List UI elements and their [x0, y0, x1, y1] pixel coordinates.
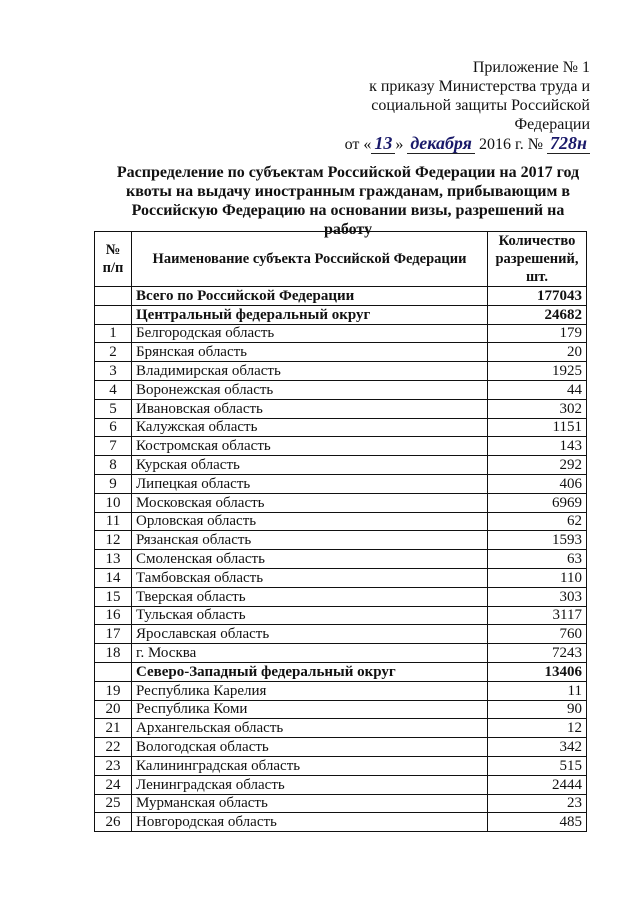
row-qty: 20 — [488, 343, 587, 362]
table-row — [95, 794, 587, 813]
row-num: 25 — [95, 794, 132, 813]
row-qty: 302 — [488, 399, 587, 418]
table-row — [95, 343, 587, 362]
row-qty: 110 — [488, 568, 587, 587]
table-row — [95, 587, 587, 606]
header-qty: Количество разрешений, шт. — [488, 232, 587, 287]
row-qty: 179 — [488, 324, 587, 343]
row-name: Мурманская область — [132, 794, 488, 813]
row-name: Всего по Российской Федерации — [132, 287, 488, 306]
table-row — [95, 813, 587, 832]
appendix-date-line — [300, 134, 590, 154]
row-num: 20 — [95, 700, 132, 719]
row-qty: 303 — [488, 587, 587, 606]
table-summary-row — [95, 662, 587, 681]
row-num: 9 — [95, 474, 132, 493]
row-qty: 11 — [488, 681, 587, 700]
row-qty: 6969 — [488, 493, 587, 512]
table-row — [95, 568, 587, 587]
date-day: 13 — [371, 133, 395, 154]
row-name: Калужская область — [132, 418, 488, 437]
table-row — [95, 738, 587, 757]
row-num: 23 — [95, 756, 132, 775]
row-name: Северо-Западный федеральный округ — [132, 662, 488, 681]
row-qty: 7243 — [488, 644, 587, 663]
title-line-3: Российскую Федерацию на основании визы, разрешений на работу — [131, 202, 565, 238]
row-num: 1 — [95, 324, 132, 343]
appendix-ministry: социальной защиты Российской Федерации — [371, 97, 590, 133]
appendix-order-ref: к приказу Министерства труда и — [369, 78, 590, 95]
table-row — [95, 550, 587, 569]
table-row — [95, 324, 587, 343]
row-num: 17 — [95, 625, 132, 644]
table-row — [95, 362, 587, 381]
row-qty: 63 — [488, 550, 587, 569]
row-name: г. Москва — [132, 644, 488, 663]
row-qty: 515 — [488, 756, 587, 775]
header-name: Наименование субъекта Российской Федерации — [132, 232, 488, 287]
row-name: Владимирская область — [132, 362, 488, 381]
date-prefix: от « — [344, 136, 372, 153]
row-num: 22 — [95, 738, 132, 757]
table-summary-row — [95, 287, 587, 306]
title-line-1: Распределение по субъектам Российской Федерации на 2017 год — [116, 164, 580, 181]
table-row — [95, 512, 587, 531]
row-qty: 62 — [488, 512, 587, 531]
row-num: 19 — [95, 681, 132, 700]
table-row — [95, 399, 587, 418]
table-row — [95, 756, 587, 775]
table-row — [95, 474, 587, 493]
row-name: Калининградская область — [132, 756, 488, 775]
row-num: 26 — [95, 813, 132, 832]
row-name: Тверская область — [132, 587, 488, 606]
row-qty: 12 — [488, 719, 587, 738]
row-num: 5 — [95, 399, 132, 418]
row-qty: 23 — [488, 794, 587, 813]
row-qty: 406 — [488, 474, 587, 493]
order-number: 728н — [547, 133, 590, 154]
row-num: 21 — [95, 719, 132, 738]
row-name: Ивановская область — [132, 399, 488, 418]
table-row — [95, 625, 587, 644]
row-num: 10 — [95, 493, 132, 512]
row-name: Центральный федеральный округ — [132, 305, 488, 324]
row-num: 12 — [95, 531, 132, 550]
row-num: 2 — [95, 343, 132, 362]
row-qty: 3117 — [488, 606, 587, 625]
table-row — [95, 644, 587, 663]
row-name: Орловская область — [132, 512, 488, 531]
row-num: 11 — [95, 512, 132, 531]
row-name: Смоленская область — [132, 550, 488, 569]
row-qty: 13406 — [488, 662, 587, 681]
table-row — [95, 418, 587, 437]
row-name: Московская область — [132, 493, 488, 512]
table-row — [95, 681, 587, 700]
table-row — [95, 437, 587, 456]
row-num — [95, 305, 132, 324]
row-name: Ярославская область — [132, 625, 488, 644]
table-row — [95, 700, 587, 719]
row-name: Ленинградская область — [132, 775, 488, 794]
row-qty: 760 — [488, 625, 587, 644]
row-qty: 1151 — [488, 418, 587, 437]
table-row — [95, 606, 587, 625]
table-row — [95, 456, 587, 475]
header-num: № п/п — [95, 232, 132, 287]
row-name: Белгородская область — [132, 324, 488, 343]
row-num: 24 — [95, 775, 132, 794]
row-num: 6 — [95, 418, 132, 437]
row-name: Липецкая область — [132, 474, 488, 493]
row-num: 18 — [95, 644, 132, 663]
row-name: Тамбовская область — [132, 568, 488, 587]
table-row — [95, 719, 587, 738]
row-name: Курская область — [132, 456, 488, 475]
row-qty: 485 — [488, 813, 587, 832]
table-row — [95, 531, 587, 550]
row-name: Республика Коми — [132, 700, 488, 719]
table-summary-row — [95, 305, 587, 324]
row-qty: 342 — [488, 738, 587, 757]
date-mid: » — [395, 136, 404, 153]
row-qty: 1593 — [488, 531, 587, 550]
row-num: 8 — [95, 456, 132, 475]
row-num: 7 — [95, 437, 132, 456]
row-name: Вологодская область — [132, 738, 488, 757]
row-qty: 24682 — [488, 305, 587, 324]
row-qty: 177043 — [488, 287, 587, 306]
row-num — [95, 662, 132, 681]
row-num — [95, 287, 132, 306]
table-row — [95, 493, 587, 512]
row-name: Архангельская область — [132, 719, 488, 738]
row-num: 14 — [95, 568, 132, 587]
document-title — [108, 163, 588, 239]
row-qty: 292 — [488, 456, 587, 475]
quota-table — [94, 231, 587, 832]
table-row — [95, 380, 587, 399]
row-qty: 44 — [488, 380, 587, 399]
row-qty: 143 — [488, 437, 587, 456]
row-name: Воронежская область — [132, 380, 488, 399]
row-num: 4 — [95, 380, 132, 399]
appendix-title: Приложение № 1 — [472, 59, 590, 76]
row-num: 13 — [95, 550, 132, 569]
row-num: 15 — [95, 587, 132, 606]
date-month: декабря — [407, 133, 475, 154]
appendix-header — [300, 58, 590, 154]
row-qty: 2444 — [488, 775, 587, 794]
row-name: Брянская область — [132, 343, 488, 362]
table-row — [95, 775, 587, 794]
row-name: Рязанская область — [132, 531, 488, 550]
row-num: 16 — [95, 606, 132, 625]
row-name: Костромская область — [132, 437, 488, 456]
row-num: 3 — [95, 362, 132, 381]
table-header-row — [95, 232, 587, 287]
row-name: Новгородская область — [132, 813, 488, 832]
row-qty: 1925 — [488, 362, 587, 381]
row-name: Республика Карелия — [132, 681, 488, 700]
date-year: 2016 г. № — [478, 136, 543, 153]
row-qty: 90 — [488, 700, 587, 719]
row-name: Тульская область — [132, 606, 488, 625]
title-line-2: квоты на выдачу иностранным гражданам, прибывающим в — [126, 183, 570, 200]
